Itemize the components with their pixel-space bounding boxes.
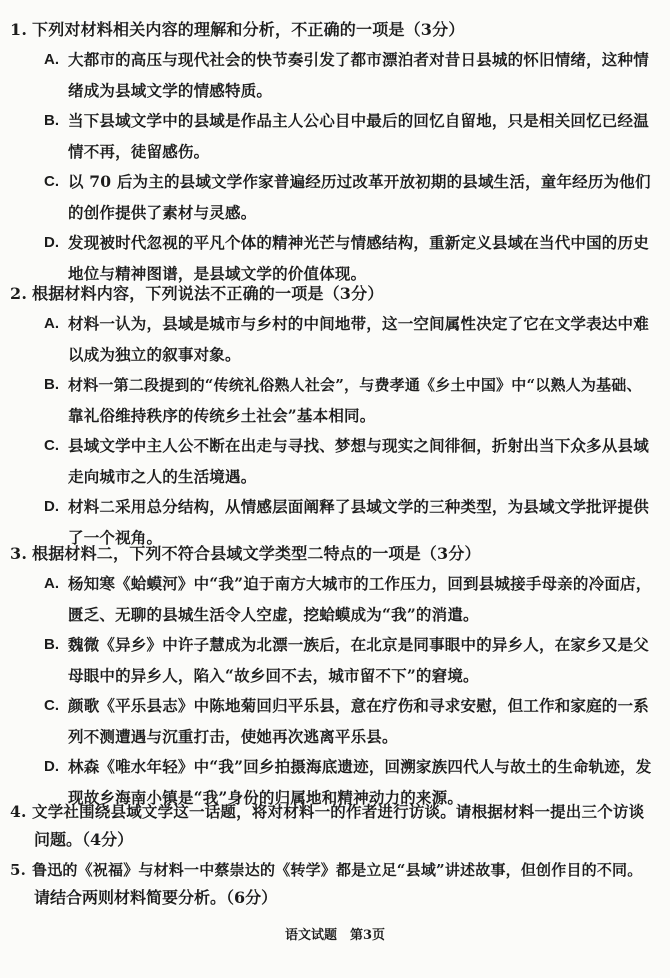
option-label: B.	[44, 636, 59, 653]
option-label: A.	[44, 51, 59, 68]
question-number: 4.	[10, 802, 27, 821]
question-number: 5.	[10, 861, 27, 879]
option-a	[10, 570, 652, 629]
question-2	[10, 280, 652, 552]
option-text: 县域文学中主人公不断在出走与寻找、梦想与现实之间徘徊，折射出当下众多从县域	[68, 436, 649, 455]
option-text: 颜歌《平乐县志》中陈地菊回归平乐县，意在疗伤和寻求安慰，但工作和家庭的一系	[68, 696, 649, 715]
option-text: 材料一认为，县域是城市与乡村的中间地带，这一空间属性决定了它在文学表达中难	[68, 314, 649, 333]
option-label: B.	[44, 376, 59, 393]
option-c	[10, 692, 652, 751]
option-label: B.	[44, 112, 59, 129]
question-stem: 3. 根据材料二，下列不符合县域文学类型二特点的一项是（3分）	[10, 540, 652, 568]
question-stem-continued: 问题。（4分）	[34, 830, 134, 849]
option-text: 匮乏、无聊的县城生活令人空虚，挖蛤蟆成为“我”的消遣。	[68, 605, 479, 624]
option-text: 现故乡海南小镇是“我”身份的归属地和精神动力的来源。	[68, 788, 464, 807]
option-text: 材料二采用总分结构，从情感层面阐释了县域文学的三种类型，为县域文学批评提供	[68, 497, 649, 516]
option-label: C.	[44, 437, 59, 454]
option-a	[10, 310, 652, 369]
option-label: D.	[44, 758, 59, 775]
question-number: 2.	[10, 284, 28, 303]
question-stem: 5. 鲁迅的《祝福》与材料一中蔡崇达的《转学》都是立足“县域”讲述故事，但创作目的不同。	[10, 856, 652, 884]
option-text: 情不再，徒留感伤。	[68, 142, 210, 161]
option-text: 林森《唯水年轻》中“我”回乡拍摄海底遗迹，回溯家族四代人与故土的生命轨迹，发	[68, 757, 652, 776]
question-number: 1.	[10, 20, 28, 39]
option-text: 的创作提供了素材与灵感。	[68, 203, 257, 222]
question-stem: 4. 文学社围绕县域文学这一话题，将对材料一的作者进行访谈。请根据材料一提出三个访谈	[10, 798, 652, 826]
option-text: 列不测遭遇与沉重打击，使她再次逃离平乐县。	[68, 727, 398, 746]
question-4	[10, 798, 652, 854]
option-text: 当下县域文学中的县域是作品主人公心目中最后的回忆自留地，只是相关回忆已经温	[68, 111, 649, 130]
option-text: 魏微《异乡》中许子慧成为北漂一族后，在北京是同事眼中的异乡人，在家乡又是父	[68, 635, 649, 654]
option-label: D.	[44, 234, 59, 251]
option-text: 大都市的高压与现代社会的快节奏引发了都市漂泊者对昔日县城的怀旧情绪，这种情	[68, 50, 649, 69]
option-text: 母眼中的异乡人，陷入“故乡回不去，城市留不下”的窘境。	[68, 666, 479, 685]
question-1	[10, 16, 652, 288]
option-c	[10, 168, 652, 227]
question-stem: 1. 下列对材料相关内容的理解和分析，不正确的一项是（3分）	[10, 16, 652, 44]
option-label: D.	[44, 498, 59, 515]
question-number: 3.	[10, 544, 28, 563]
option-b	[10, 631, 652, 690]
option-text: 材料一第二段提到的“传统礼俗熟人社会”，与费孝通《乡土中国》中“以熟人为基础、	[68, 376, 642, 394]
option-text: 地位与精神图谱，是县域文学的价值体现。	[68, 264, 367, 283]
option-text: 发现被时代忽视的平凡个体的精神光芒与情感结构，重新定义县域在当代中国的历史	[68, 233, 649, 252]
option-label: A.	[44, 315, 59, 332]
option-text: 以 70 后为主的县域文学作家普遍经历过改革开放初期的县域生活，童年经历为他们	[68, 172, 651, 191]
option-text: 走向城市之人的生活境遇。	[68, 467, 257, 486]
option-a	[10, 46, 652, 105]
question-stem: 2. 根据材料内容，下列说法不正确的一项是（3分）	[10, 280, 652, 308]
option-b	[10, 371, 652, 430]
option-text: 以成为独立的叙事对象。	[68, 345, 241, 364]
question-5	[10, 856, 652, 912]
question-stem-continued: 请结合两则材料简要分析。（6分）	[34, 888, 278, 907]
option-label: C.	[44, 173, 59, 190]
option-text: 靠礼俗维持秩序的传统乡土社会”基本相同。	[68, 406, 376, 425]
option-label: A.	[44, 575, 59, 592]
question-3	[10, 540, 652, 812]
option-label: C.	[44, 697, 59, 714]
option-c	[10, 432, 652, 491]
option-text: 绪成为县域文学的情感特质。	[68, 81, 273, 100]
option-text: 杨知寒《蛤蟆河》中“我”迫于南方大城市的工作压力，回到县城接手母亲的冷面店，	[68, 574, 652, 593]
option-text: 了一个视角。	[68, 528, 163, 547]
option-b	[10, 107, 652, 166]
page-footer: 语文试题 第3页	[284, 928, 386, 943]
